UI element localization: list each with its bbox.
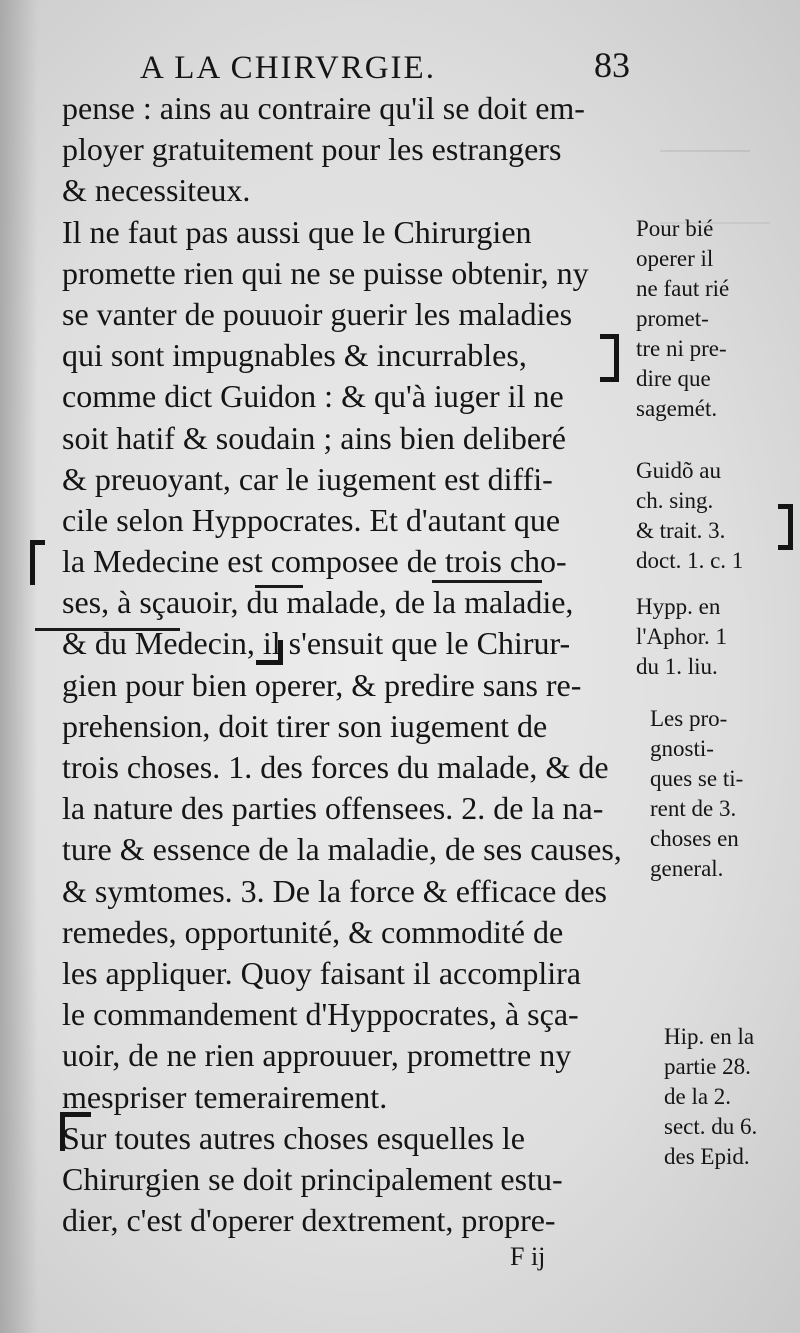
right-bracket-mark — [256, 640, 283, 665]
margin-note-line: ne faut rié — [636, 276, 730, 301]
text-line: mespriser temerairement. — [62, 1078, 388, 1115]
margin-note-line: du 1. liu. — [636, 654, 718, 679]
running-title: A LA CHIRVRGIE. — [140, 50, 436, 86]
signature-mark: F ij — [510, 1242, 546, 1271]
right-bracket-mark — [778, 504, 793, 550]
text-line: cile selon Hyppocrates. Et d'autant que — [62, 501, 561, 538]
margin-note-2 — [636, 456, 796, 576]
text-line: ployer gratuitement pour les estrangers — [62, 131, 562, 168]
text-line: Il ne faut pas aussi que le Chirurgien — [62, 213, 532, 250]
left-bracket-mark — [60, 1112, 91, 1151]
text-line: ses, à sçauoir, du malade, de la maladie, — [62, 584, 574, 621]
text-line: qui sont impugnables & incurrables, — [62, 337, 527, 374]
margin-note-line: sagemét. — [636, 396, 718, 421]
margin-note-3 — [636, 592, 796, 682]
margin-note-line: Hip. en la — [664, 1024, 755, 1049]
text-line: dier, c'est d'operer dextrement, propre- — [62, 1202, 556, 1239]
text-line: Sur toutes autres choses esquelles le — [62, 1119, 525, 1156]
margin-note-line: Guidõ au — [636, 458, 721, 483]
margin-note-1 — [636, 214, 796, 424]
left-bracket-mark — [30, 540, 45, 585]
margin-note-line: Hypp. en — [636, 594, 721, 619]
text-line: pense : ains au contraire qu'il se doit em- — [62, 90, 585, 126]
margin-note-line: ques se ti- — [650, 766, 744, 791]
text-line: promette rien qui ne se puisse obtenir, ny — [62, 254, 589, 291]
text-line: la nature des parties offensees. 2. de la na- — [62, 790, 604, 827]
text-line: comme dict Guidon : & qu'à iuger il ne — [62, 378, 564, 415]
margin-note-line: operer il — [636, 246, 714, 271]
text-line: prehension, doit tirer son iugement de — [62, 707, 548, 744]
text-line: & du Medecin, il s'ensuit que le Chirur- — [62, 625, 571, 662]
margin-note-line: gnosti- — [650, 736, 714, 761]
margin-note-5 — [664, 1022, 800, 1172]
text-line: trois choses. 1. des forces du malade, & de — [62, 749, 609, 785]
main-text — [62, 88, 647, 1241]
margin-note-line: choses en — [650, 826, 739, 851]
margin-note-line: sect. du 6. — [664, 1114, 758, 1139]
text-line: & necessiteux. — [62, 172, 251, 209]
margin-note-line: des Epid. — [664, 1144, 750, 1169]
margin-note-4 — [650, 704, 800, 884]
text-line: la Medecine est composee de trois cho- — [62, 543, 567, 580]
margin-note-line: Les pro- — [650, 706, 728, 731]
running-header — [140, 44, 630, 94]
margin-note-line: tre ni pre- — [636, 336, 727, 361]
text-line: & symtomes. 3. De la force & efficace des — [62, 872, 607, 909]
margin-note-line: dire que — [636, 366, 711, 391]
margin-note-line: doct. 1. c. 1 — [636, 548, 744, 573]
text-line: gien pour bien operer, & predire sans re- — [62, 666, 582, 703]
text-line: le commandement d'Hyppocrates, à sça- — [62, 996, 579, 1033]
margin-note-line: Pour bié — [636, 216, 714, 241]
text-line: remedes, opportunité, & commodité de — [62, 913, 564, 950]
margin-note-line: ch. sing. — [636, 488, 714, 513]
text-line: ture & essence de la maladie, de ses causes, — [62, 831, 622, 868]
text-line: Chirurgien se doit principalement estu- — [62, 1160, 563, 1197]
gutter-shadow — [0, 0, 38, 1333]
text-line: se vanter de pouuoir guerir les maladies — [62, 295, 573, 332]
margin-note-line: partie 28. — [664, 1054, 751, 1079]
text-line: soit hatif & soudain ; ains bien deliberé — [62, 419, 566, 456]
text-line: uoir, de ne rien approuuer, promettre ny — [62, 1037, 572, 1074]
margin-note-line: l'Aphor. 1 — [636, 624, 728, 649]
page-number: 83 — [594, 45, 630, 85]
underline-mark — [35, 628, 180, 631]
right-bracket-mark — [600, 334, 619, 382]
margin-note-line: promet- — [636, 306, 709, 331]
margin-note-line: de la 2. — [664, 1084, 732, 1109]
margin-note-line: & trait. 3. — [636, 518, 726, 543]
text-line: les appliquer. Quoy faisant il accomplira — [62, 954, 581, 991]
text-line: & preuoyant, car le iugement est diffi- — [62, 460, 553, 497]
underline-mark — [432, 580, 542, 583]
underline-mark — [255, 585, 303, 588]
margin-note-line: rent de 3. — [650, 796, 737, 821]
margin-note-line: general. — [650, 856, 724, 881]
